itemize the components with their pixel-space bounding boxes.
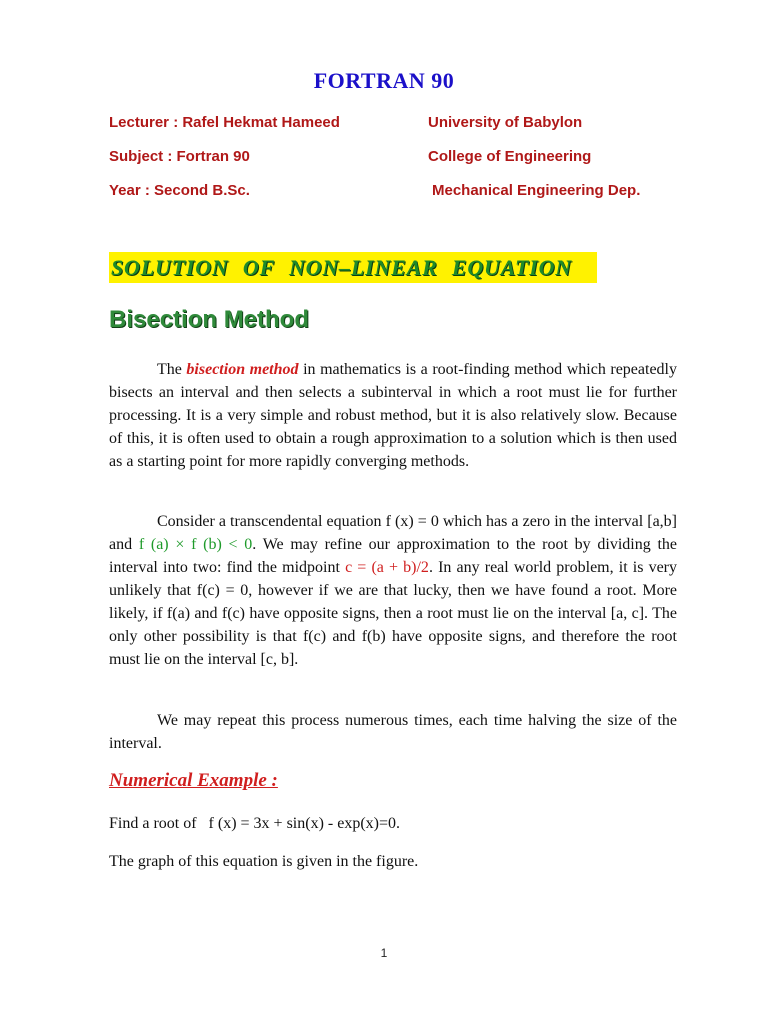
lecturer-line: Lecturer : Rafel Hekmat Hameed: [109, 114, 340, 131]
method-heading: Bisection Method: [109, 306, 310, 333]
para2-part2: . We may refine our approximation to the root by dividing the interval into two: find the midpoint: [109, 536, 677, 576]
find-root-line: Find a root of f (x) = 3x + sin(x) - exp(x)=0.: [109, 815, 401, 832]
numerical-example-heading: Numerical Example :: [109, 770, 278, 791]
para3-text: We may repeat this process numerous times, each time halving the size of the interval.: [109, 712, 677, 752]
bisection-term: bisection method: [186, 361, 299, 378]
sign-condition: f (a) × f (b) < 0: [138, 536, 253, 553]
university-line: University of Babylon: [428, 114, 583, 131]
document-title: FORTRAN 90: [313, 68, 455, 93]
transcendental-paragraph: [109, 510, 677, 671]
para1-before: The: [157, 361, 187, 378]
page-number: 1: [380, 946, 388, 960]
repeat-paragraph: [109, 709, 677, 755]
midpoint-formula: c = (a + b)/2: [345, 559, 429, 576]
para2-part1: Consider a transcendental equation f (x) = 0 which has a zero in the interval [a,b] and: [109, 513, 677, 553]
section-heading: SOLUTION OF NON–LINEAR EQUATION: [109, 252, 597, 283]
subject-line: Subject : Fortran 90: [109, 148, 250, 165]
graph-paragraph: The graph of this equation is given in the figure.: [109, 853, 419, 870]
department-line: Mechanical Engineering Dep.: [432, 182, 641, 199]
intro-paragraph: [109, 358, 677, 473]
para2-part3: . In any real world problem, it is very unlikely that f(c) = 0, however if we are that lucky, then we have found a root. More likely, if f(a) and f(c) have opposite signs, then a root must lie on the interval [a, c]. The only other possibility is that f(c) and f(b) have opposite signs, and therefore the root must lie on the interval [c, b].: [109, 559, 677, 668]
year-line: Year : Second B.Sc.: [109, 182, 250, 199]
para1-after: in mathematics is a root-finding method which repeatedly bisects an interval and then selects a subinterval in which a root must lie for further processing. It is a very simple and robust method, but it is also relatively slow. Because of this, it is often used to obtain a rough approximation to a solution which is then used as a starting point for more rapidly converging methods.: [109, 361, 677, 470]
college-line: College of Engineering: [428, 148, 592, 165]
